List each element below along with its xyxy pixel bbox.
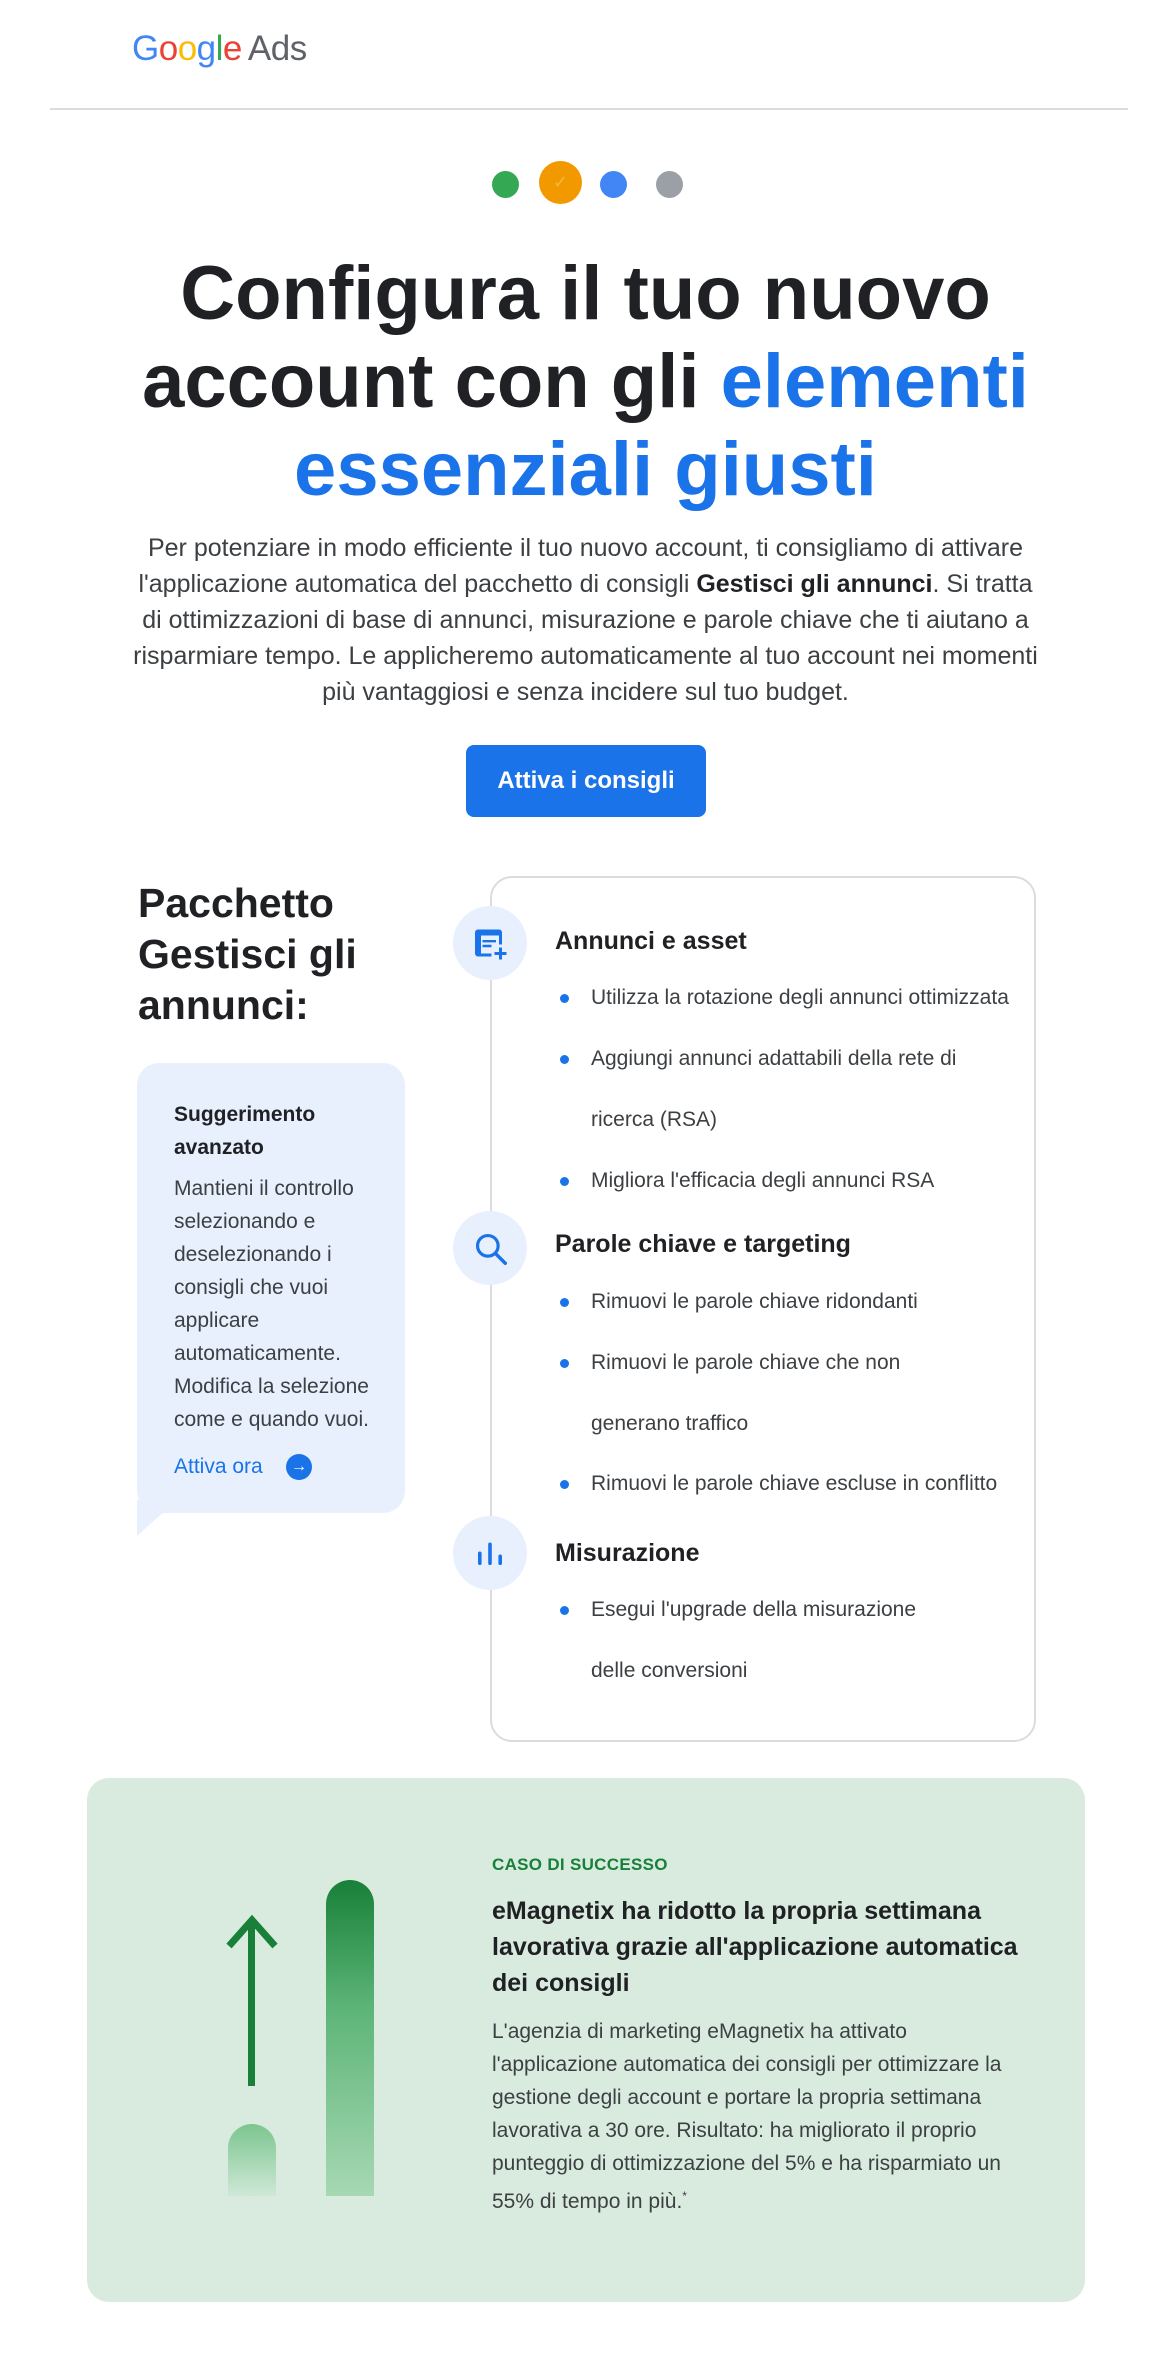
progress-dot-1	[492, 171, 519, 198]
bullet-item: Utilizza la rotazione degli annunci ottimizzata	[591, 986, 1009, 1009]
bullet-dot	[560, 1359, 569, 1368]
success-eyebrow: CASO DI SUCCESSO	[492, 1855, 668, 1874]
search-icon	[453, 1211, 527, 1285]
bullet-item-continued: ricerca (RSA)	[591, 1108, 718, 1131]
hero-title-highlight: elementi essenziali giusti	[294, 339, 1029, 512]
success-title: eMagnetix ha ridotto la propria settimana lavorativa grazie all'applicazione automatica dei consigli	[492, 1897, 1018, 1997]
progress-dot-current	[539, 161, 582, 204]
package-title: Pacchetto Gestisci gli annunci:	[138, 880, 357, 1028]
bullet-item: Esegui l'upgrade della misurazione	[591, 1598, 917, 1621]
progress-dot-3	[600, 171, 627, 198]
bullet-dot	[560, 1055, 569, 1064]
before-bar-illustration	[228, 2124, 276, 2196]
activate-now-link[interactable]: Attiva ora	[174, 1455, 263, 1478]
tip-speech-tail	[137, 1500, 177, 1536]
footnote-mark: *	[682, 2189, 687, 2203]
section-title-keywords-targeting: Parole chiave e targeting	[555, 1230, 851, 1258]
arrow-right-circle-icon[interactable]: →	[286, 1454, 312, 1480]
bullet-dot	[560, 994, 569, 1003]
after-bar-illustration	[326, 1880, 374, 2196]
bar-chart-icon	[453, 1516, 527, 1590]
bullet-dot	[560, 1177, 569, 1186]
section-title-measurement: Misurazione	[555, 1539, 700, 1567]
hero-description: Per potenziare in modo efficiente il tuo nuovo account, ti consigliamo di attivare l'applicazione automatica del pacchetto di consigli Gestisci gli annunci. Si tratta di ottimizzazioni di base di annunci, misurazione e parole chiave che ti aiutano a risparmiare tempo. Le applicheremo automaticamente al tuo account nei momenti più vantaggiosi e senza incidere sul tuo budget.	[133, 534, 1038, 706]
success-body: L'agenzia di marketing eMagnetix ha attivato l'applicazione automatica dei consigli per ottimizzare la gestione degli account e portare la propria settimana lavorativa a 30 ore. Risultato: ha migliorato il proprio punteggio di ottimizzazione del 5% e ha risparmiato un 55% di tempo in più.*	[492, 2020, 1002, 2213]
bullet-dot	[560, 1480, 569, 1489]
bullet-dot	[560, 1298, 569, 1307]
logo-product-name: Ads	[247, 29, 307, 68]
section-title-ads-assets: Annunci e asset	[555, 927, 747, 955]
bullet-item: Rimuovi le parole chiave escluse in conflitto	[591, 1472, 998, 1495]
tip-text: Mantieni il controllo selezionando e deselezionando i consigli che vuoi applicare automaticamente. Modifica la selezione come e quando vuoi.	[174, 1177, 369, 1431]
header-divider	[50, 108, 1128, 110]
bullet-item: Rimuovi le parole chiave ridondanti	[591, 1290, 918, 1313]
bullet-item-continued: delle conversioni	[591, 1659, 748, 1682]
activate-recommendations-button[interactable]: Attiva i consigli	[466, 745, 706, 817]
bullet-item: Rimuovi le parole chiave che non	[591, 1351, 901, 1374]
bullet-item: Migliora l'efficacia degli annunci RSA	[591, 1169, 935, 1192]
progress-dot-4	[656, 171, 683, 198]
hero-title: Configura il tuo nuovo account con gli elementi essenziali giusti	[142, 251, 1029, 512]
ad-document-icon	[453, 906, 527, 980]
checkmark-icon: ✓	[552, 172, 569, 192]
bullet-item: Aggiungi annunci adattabili della rete di	[591, 1047, 957, 1070]
arrow-up-icon	[226, 1914, 278, 1954]
bullet-item-continued: generano traffico	[591, 1412, 749, 1435]
google-ads-logo: Google Ads	[132, 29, 307, 68]
tip-heading: Suggerimento avanzato	[174, 1103, 316, 1159]
bullet-dot	[560, 1606, 569, 1615]
